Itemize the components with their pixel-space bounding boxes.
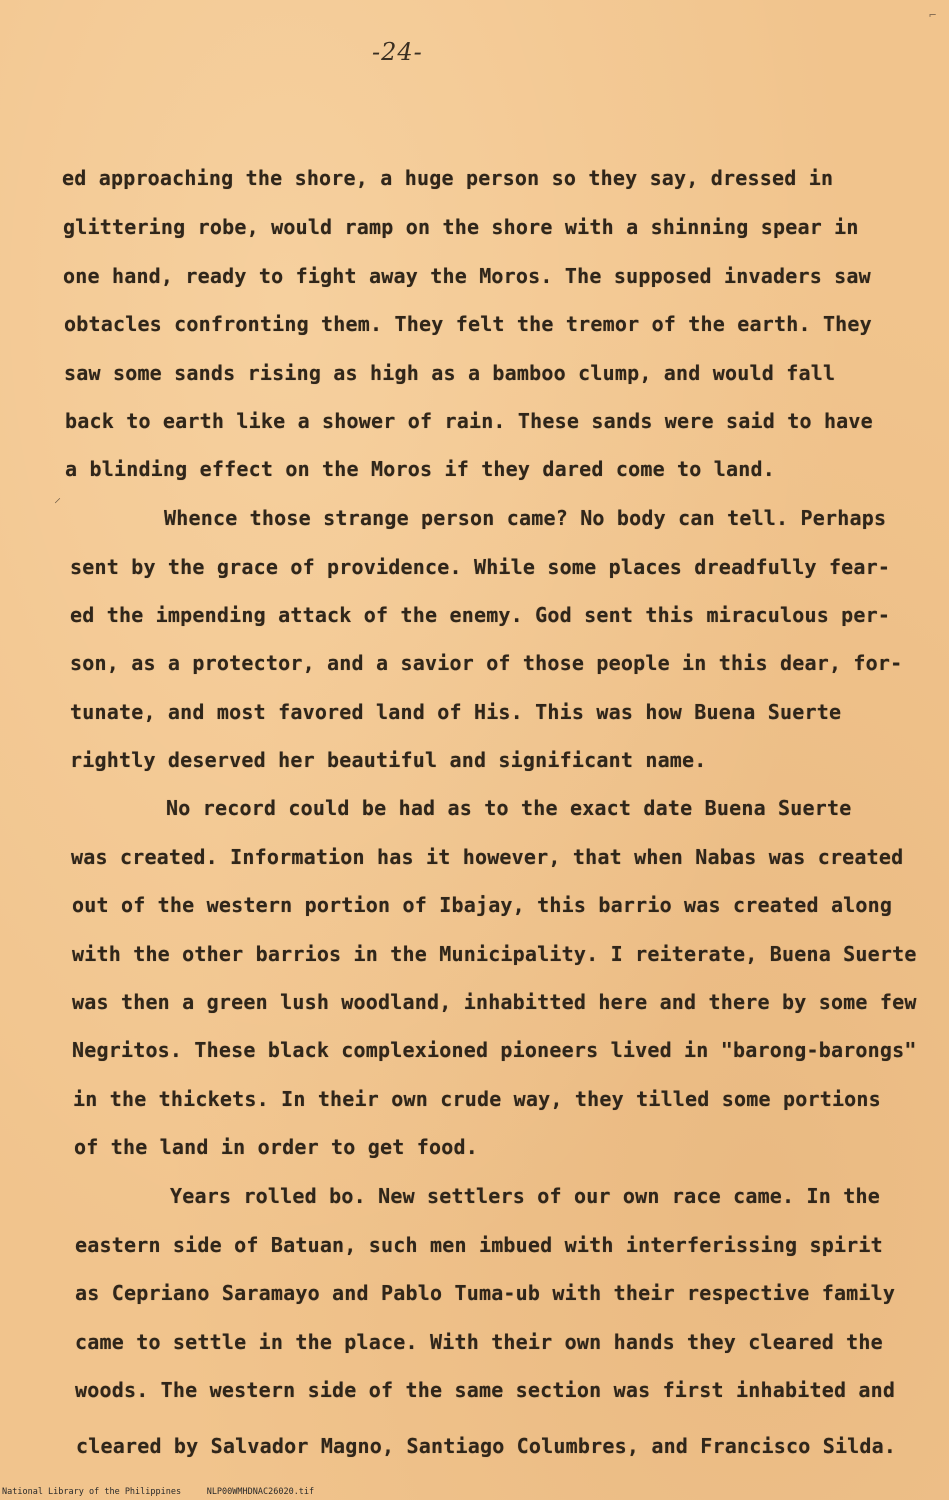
text-line: of the land in order to get food. xyxy=(74,1135,478,1159)
text-line: one hand, ready to fight away the Moros. The supposed invaders saw xyxy=(63,264,871,288)
text-line: came to settle in the place. With their own hands they cleared the xyxy=(75,1330,883,1354)
text-line: Negritos. These black complexioned pioneers lived in "barong-barongs" xyxy=(72,1038,917,1062)
page-number: -24- xyxy=(372,38,423,66)
text-line: cleared by Salvador Magno, Santiago Columbres, and Francisco Silda. xyxy=(76,1434,897,1458)
archive-footer: National Library of the Philippines NLP00WMHDNAC26020.tif xyxy=(2,1487,315,1497)
text-line: sent by the grace of providence. While some places dreadfully fear- xyxy=(70,555,891,579)
corner-mark-icon: ⌐ xyxy=(929,8,937,22)
text-line: saw some sands rising as high as a bamboo clump, and would fall xyxy=(64,361,836,385)
text-line: Whence those strange person came? No body can tell. Perhaps xyxy=(164,506,887,530)
text-line: tunate, and most favored land of His. This was how Buena Suerte xyxy=(70,700,842,724)
text-line: back to earth like a shower of rain. These sands were said to have xyxy=(65,409,873,433)
text-line: was created. Information has it however, that when Nabas was created xyxy=(71,845,904,869)
text-line: No record could be had as to the exact date Buena Suerte xyxy=(166,796,852,820)
text-line: was then a green lush woodland, inhabitted here and there by some few xyxy=(72,990,917,1014)
text-line: ed approaching the shore, a huge person so they say, dressed in xyxy=(62,166,834,190)
text-line: ed the impending attack of the enemy. God sent this miraculous per- xyxy=(70,603,891,627)
text-line: rightly deserved her beautiful and significant name. xyxy=(70,748,707,772)
text-line: glittering robe, would ramp on the shore with a shinning spear in xyxy=(63,215,859,239)
text-line: Years rolled bo. New settlers of our own race came. In the xyxy=(170,1184,880,1208)
text-line: eastern side of Batuan, such men imbued with interferissing spirit xyxy=(75,1233,883,1257)
text-line: with the other barrios in the Municipality. I reiterate, Buena Suerte xyxy=(72,942,917,966)
text-line: a blinding effect on the Moros if they dared come to land. xyxy=(65,457,775,481)
text-line: obtacles confronting them. They felt the tremor of the earth. They xyxy=(64,312,872,336)
text-line: in the thickets. In their own crude way, they tilled some portions xyxy=(73,1087,881,1111)
text-line: son, as a protector, and a savior of those people in this dear, for- xyxy=(70,651,903,675)
stray-mark-icon: ⸍ xyxy=(54,496,61,512)
text-line: as Cepriano Saramayo and Pablo Tuma-ub with their respective family xyxy=(75,1281,896,1305)
text-line: out of the western portion of Ibajay, this barrio was created along xyxy=(72,893,893,917)
text-line: woods. The western side of the same section was first inhabited and xyxy=(75,1378,896,1402)
